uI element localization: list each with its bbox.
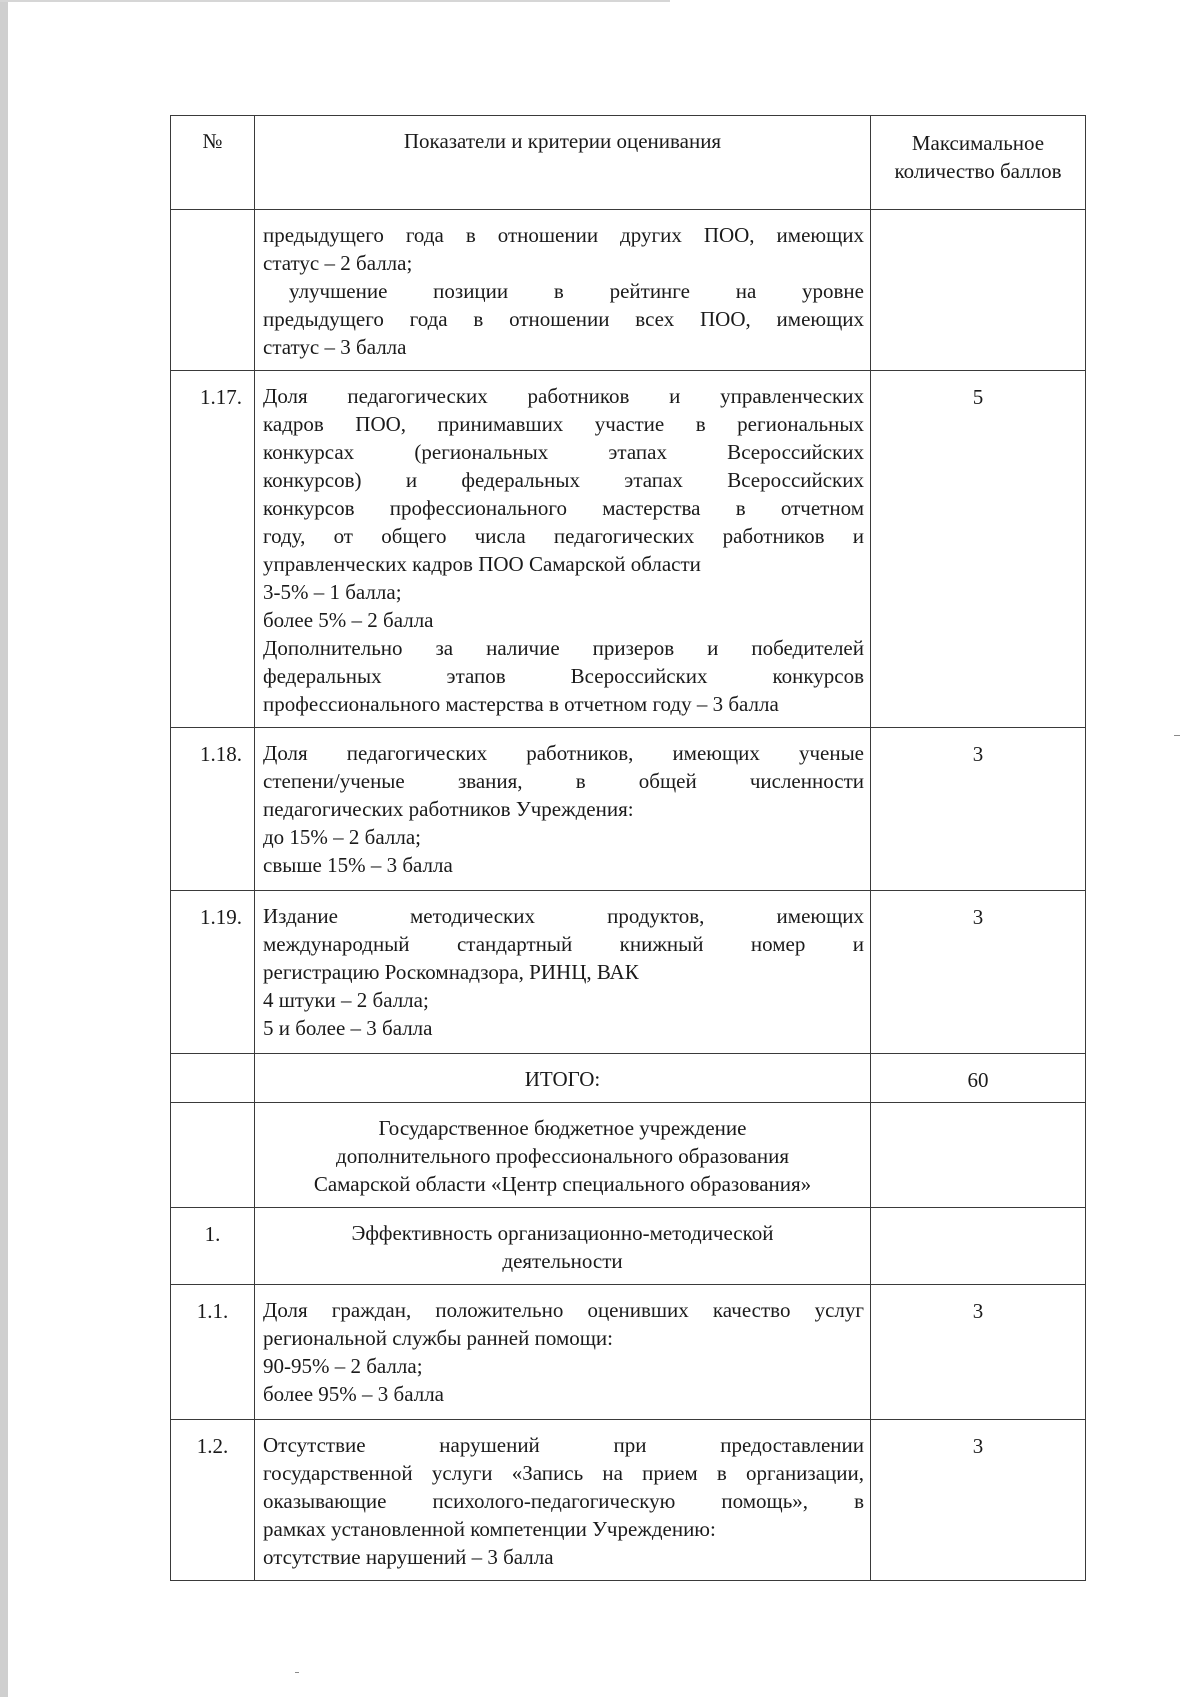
text-line: более 95% – 3 балла [263, 1382, 444, 1406]
criteria-table [170, 115, 1086, 1581]
row-text-cell [255, 1285, 871, 1420]
row-num-cell [171, 1103, 255, 1208]
row-max-cell [871, 1103, 1086, 1208]
row-max-cell [871, 210, 1086, 371]
text-line: 5 и более – 3 балла [263, 1016, 433, 1040]
table-row [171, 1420, 1086, 1581]
text-line: Доля граждан, положительно оценивших качество услуг [263, 1298, 864, 1322]
section-title [255, 1208, 871, 1285]
text-line: Государственное бюджетное учреждение [378, 1116, 747, 1140]
text-line: оказывающие психолого-педагогическую помощь», в [263, 1489, 864, 1513]
header-max-score [871, 116, 1086, 210]
text-line: деятельности [502, 1249, 623, 1273]
row-num-cell: 1.18. [171, 728, 255, 891]
section-row [171, 1208, 1086, 1285]
row-max-cell: 5 [871, 371, 1086, 728]
table-row [171, 210, 1086, 371]
text-line: международный стандартный книжный номер и [263, 932, 864, 956]
scan-left-edge [0, 0, 8, 1697]
row-max-cell [871, 1208, 1086, 1285]
text-line: государственной услуги «Запись на прием в организации, [263, 1461, 864, 1485]
text-line: статус – 2 балла; [263, 251, 413, 275]
row-text-cell [255, 371, 871, 728]
text-line: статус – 3 балла [263, 335, 407, 359]
row-max-cell: 3 [871, 1420, 1086, 1581]
total-value: 60 [871, 1054, 1086, 1103]
text-line: конкурсов) и федеральных этапах Всероссийских [263, 468, 864, 492]
text-line: предыдущего года в отношении других ПОО, имеющих [263, 223, 864, 247]
row-num-cell: 1.2. [171, 1420, 255, 1581]
text-line: Отсутствие нарушений при предоставлении [263, 1433, 864, 1457]
row-num-cell [171, 210, 255, 371]
row-text-cell [255, 728, 871, 891]
text-line: улучшение позиции в рейтинге на уровне [289, 279, 864, 303]
text-line: педагогических работников Учреждения: [263, 797, 634, 821]
text-line: Самарской области «Центр специального образования» [313, 1172, 812, 1196]
text-line: рамках установленной компетенции Учреждению: [263, 1517, 716, 1541]
text-line: Доля педагогических работников, имеющих ученые [263, 741, 864, 765]
row-num-cell: 1.19. [171, 891, 255, 1054]
header-num: № [171, 116, 255, 210]
text-line: кадров ПОО, принимавших участие в региональных [263, 412, 864, 436]
header-max-line1: Максимальное [911, 131, 1045, 155]
text-line: 3-5% – 1 балла; [263, 580, 402, 604]
text-line: дополнительного профессионального образования [336, 1144, 789, 1168]
text-line: степени/ученые звания, в общей численности [263, 769, 864, 793]
text-line: более 5% – 2 балла [263, 608, 434, 632]
row-max-cell: 3 [871, 891, 1086, 1054]
table-row [171, 891, 1086, 1054]
text-line: Эффективность организационно-методической [351, 1221, 774, 1245]
text-line: федеральных этапов Всероссийских конкурсов [263, 664, 864, 688]
total-label: ИТОГО: [255, 1054, 871, 1103]
table-row [171, 1285, 1086, 1420]
table-header-row [171, 116, 1086, 210]
table-row [171, 728, 1086, 891]
organization-row [171, 1103, 1086, 1208]
scan-speck [1174, 735, 1180, 736]
text-line: регистрацию Роскомнадзора, РИНЦ, ВАК [263, 960, 639, 984]
text-line: до 15% – 2 балла; [263, 825, 421, 849]
header-title: Показатели и критерии оценивания [255, 116, 871, 210]
text-line: году, от общего числа педагогических работников и [263, 524, 864, 548]
text-line: предыдущего года в отношении всех ПОО, имеющих [263, 307, 864, 331]
text-line: 90-95% – 2 балла; [263, 1354, 423, 1378]
text-line: Издание методических продуктов, имеющих [263, 904, 864, 928]
row-max-cell: 3 [871, 1285, 1086, 1420]
total-row [171, 1054, 1086, 1103]
row-num-cell: 1.1. [171, 1285, 255, 1420]
organization-name [255, 1103, 871, 1208]
row-num-cell: 1.17. [171, 371, 255, 728]
text-line: конкурсов профессионального мастерства в отчетном [263, 496, 864, 520]
text-line: 4 штуки – 2 балла; [263, 988, 429, 1012]
scan-speck [295, 1672, 299, 1673]
row-text-cell [255, 210, 871, 371]
row-num-cell [171, 1054, 255, 1103]
scan-top-edge [0, 0, 670, 2]
text-line: Дополнительно за наличие призеров и победителей [263, 636, 864, 660]
section-num: 1. [171, 1208, 255, 1285]
header-max-line2: количество баллов [894, 159, 1062, 183]
text-line: региональной службы ранней помощи: [263, 1326, 613, 1350]
row-max-cell: 3 [871, 728, 1086, 891]
text-line: Доля педагогических работников и управленческих [263, 384, 864, 408]
text-line: отсутствие нарушений – 3 балла [263, 1545, 554, 1569]
table-row [171, 371, 1086, 728]
text-line: профессионального мастерства в отчетном году – 3 балла [263, 692, 779, 716]
row-text-cell [255, 891, 871, 1054]
text-line: свыше 15% – 3 балла [263, 853, 453, 877]
row-text-cell [255, 1420, 871, 1581]
text-line: управленческих кадров ПОО Самарской области [263, 552, 701, 576]
text-line: конкурсах (региональных этапах Всероссийских [263, 440, 864, 464]
